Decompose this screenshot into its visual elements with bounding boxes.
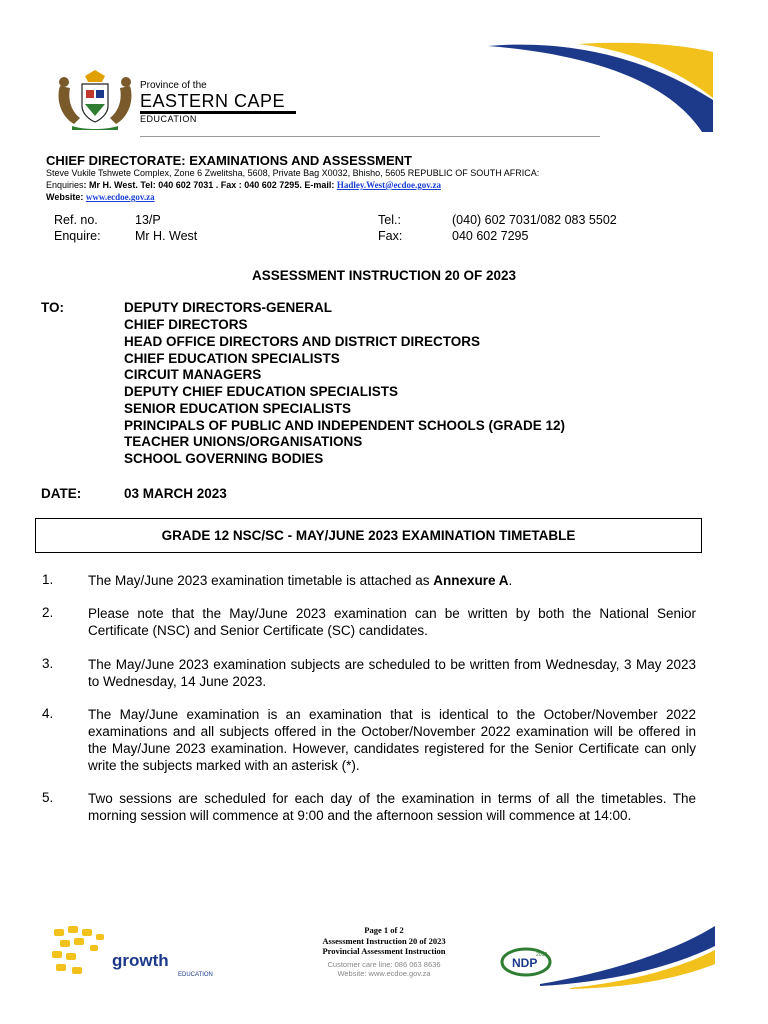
instruction-title: ASSESSMENT INSTRUCTION 20 OF 2023: [251, 268, 517, 283]
tel-label: Tel.:: [378, 213, 401, 227]
date-value: 03 MARCH 2023: [124, 486, 227, 501]
paragraph-number: 1.: [42, 572, 54, 587]
fax-label: Fax:: [378, 229, 403, 243]
page-number: Page 1 of 2: [364, 925, 404, 935]
paragraph-number: 5.: [42, 790, 54, 805]
ndp-year: 2030: [536, 952, 548, 958]
directorate-website: [46, 192, 155, 202]
recipient-item: SCHOOL GOVERNING BODIES: [124, 451, 324, 466]
recipient-item: TEACHER UNIONS/ORGANISATIONS: [124, 434, 363, 449]
paragraph-body: The May/June 2023 examination timetable is attached as: [88, 573, 434, 588]
email-link[interactable]: Hadley.West@ecdoe.gov.za: [336, 180, 441, 190]
ndp-text: NDP: [512, 956, 538, 970]
ref-value: 13/P: [135, 213, 161, 227]
enquire-value: Mr H. West: [135, 229, 198, 243]
province-department: EDUCATION: [140, 114, 197, 124]
subject-title: GRADE 12 NSC/SC - MAY/JUNE 2023 EXAMINATION TIMETABLE: [161, 528, 576, 543]
directorate-enquiries: [46, 180, 441, 190]
to-label: TO:: [41, 300, 64, 315]
footer-website: Website: www.ecdoe.gov.za: [337, 969, 431, 978]
coat-of-arms-icon: [52, 68, 138, 132]
paragraph-tail: .: [508, 573, 513, 588]
tel-value: (040) 602 7031/082 083 5502: [452, 213, 617, 227]
subject-title-box: [35, 518, 702, 553]
recipient-item: DEPUTY CHIEF EDUCATION SPECIALISTS: [124, 384, 399, 399]
footer-instruction: Assessment Instruction 20 of 2023: [322, 936, 446, 946]
recipient-item: PRINCIPALS OF PUBLIC AND INDEPENDENT SCHOOLS (GRADE 12): [124, 418, 566, 433]
paragraph-number: 2.: [42, 605, 54, 620]
annexure-reference: Annexure A: [433, 573, 509, 588]
date-label: DATE:: [41, 486, 82, 501]
footer-careline: Customer care line: 086 063 8636: [327, 960, 441, 969]
website-link[interactable]: www.ecdoe.gov.za: [85, 192, 155, 202]
footer-swoosh-graphic: [500, 924, 715, 989]
paragraph-number: 4.: [42, 706, 54, 721]
growth-text: growth: [112, 951, 169, 970]
paragraph-text: The May/June 2023 examination subjects are scheduled to be written from Wednesday, 3 May 2023 to Wednesday, 14 June 2023.: [88, 657, 696, 689]
header-swoosh-graphic: [488, 40, 713, 132]
recipient-item: DEPUTY DIRECTORS-GENERAL: [124, 300, 333, 315]
enquiries-prefix: Enquiries: [46, 180, 84, 190]
ref-label: Ref. no.: [54, 213, 98, 227]
province-label: Province of the: [140, 80, 207, 91]
paragraph-text: Please note that the May/June 2023 examination can be written by both the National Senior Certificate (NSC) and Senior Certificate (SC) candidates.: [88, 606, 696, 638]
recipient-item: CHIEF DIRECTORS: [124, 317, 248, 332]
growth-subtext: EDUCATION: [178, 972, 213, 978]
recipient-item: SENIOR EDUCATION SPECIALISTS: [124, 401, 352, 416]
header-divider: [140, 136, 600, 137]
website-label: Website:: [46, 192, 86, 202]
paragraph-text: The May/June examination is an examination that is identical to the October/November 2022 examinations and all subjects offered in the October/November 2022 examination will be offered in the May/June 2023 examination. However, candidates registered for the Senior Certificate can only write the subjects marked with an asterisk (*).: [88, 707, 696, 773]
recipient-item: CHIEF EDUCATION SPECIALISTS: [124, 351, 340, 366]
recipient-item: CIRCUIT MANAGERS: [124, 367, 262, 382]
enquiries-details: : Mr H. West. Tel: 040 602 7031 . Fax : 040 602 7295. E-mail:: [83, 180, 337, 190]
directorate-title: CHIEF DIRECTORATE: EXAMINATIONS AND ASSESSMENT: [46, 153, 412, 168]
province-name: EASTERN CAPE: [140, 91, 286, 111]
recipient-item: HEAD OFFICE DIRECTORS AND DISTRICT DIRECTORS: [124, 334, 481, 349]
directorate-address: Steve Vukile Tshwete Complex, Zone 6 Zwelitsha, 5608, Private Bag X0032, Bhisho, 5605 REPUBLIC OF SOUTH AFRICA:: [46, 168, 540, 178]
fax-value: 040 602 7295: [452, 229, 529, 243]
paragraph-text: [88, 572, 696, 589]
enquire-label: Enquire:: [54, 229, 101, 243]
footer-provincial: Provincial Assessment Instruction: [322, 946, 446, 956]
paragraph-number: 3.: [42, 656, 54, 671]
paragraph-text: Two sessions are scheduled for each day of the examination in terms of all the timetables. The morning session will commence at 9:00 and the afternoon session will commence at 14:00.: [88, 791, 696, 823]
